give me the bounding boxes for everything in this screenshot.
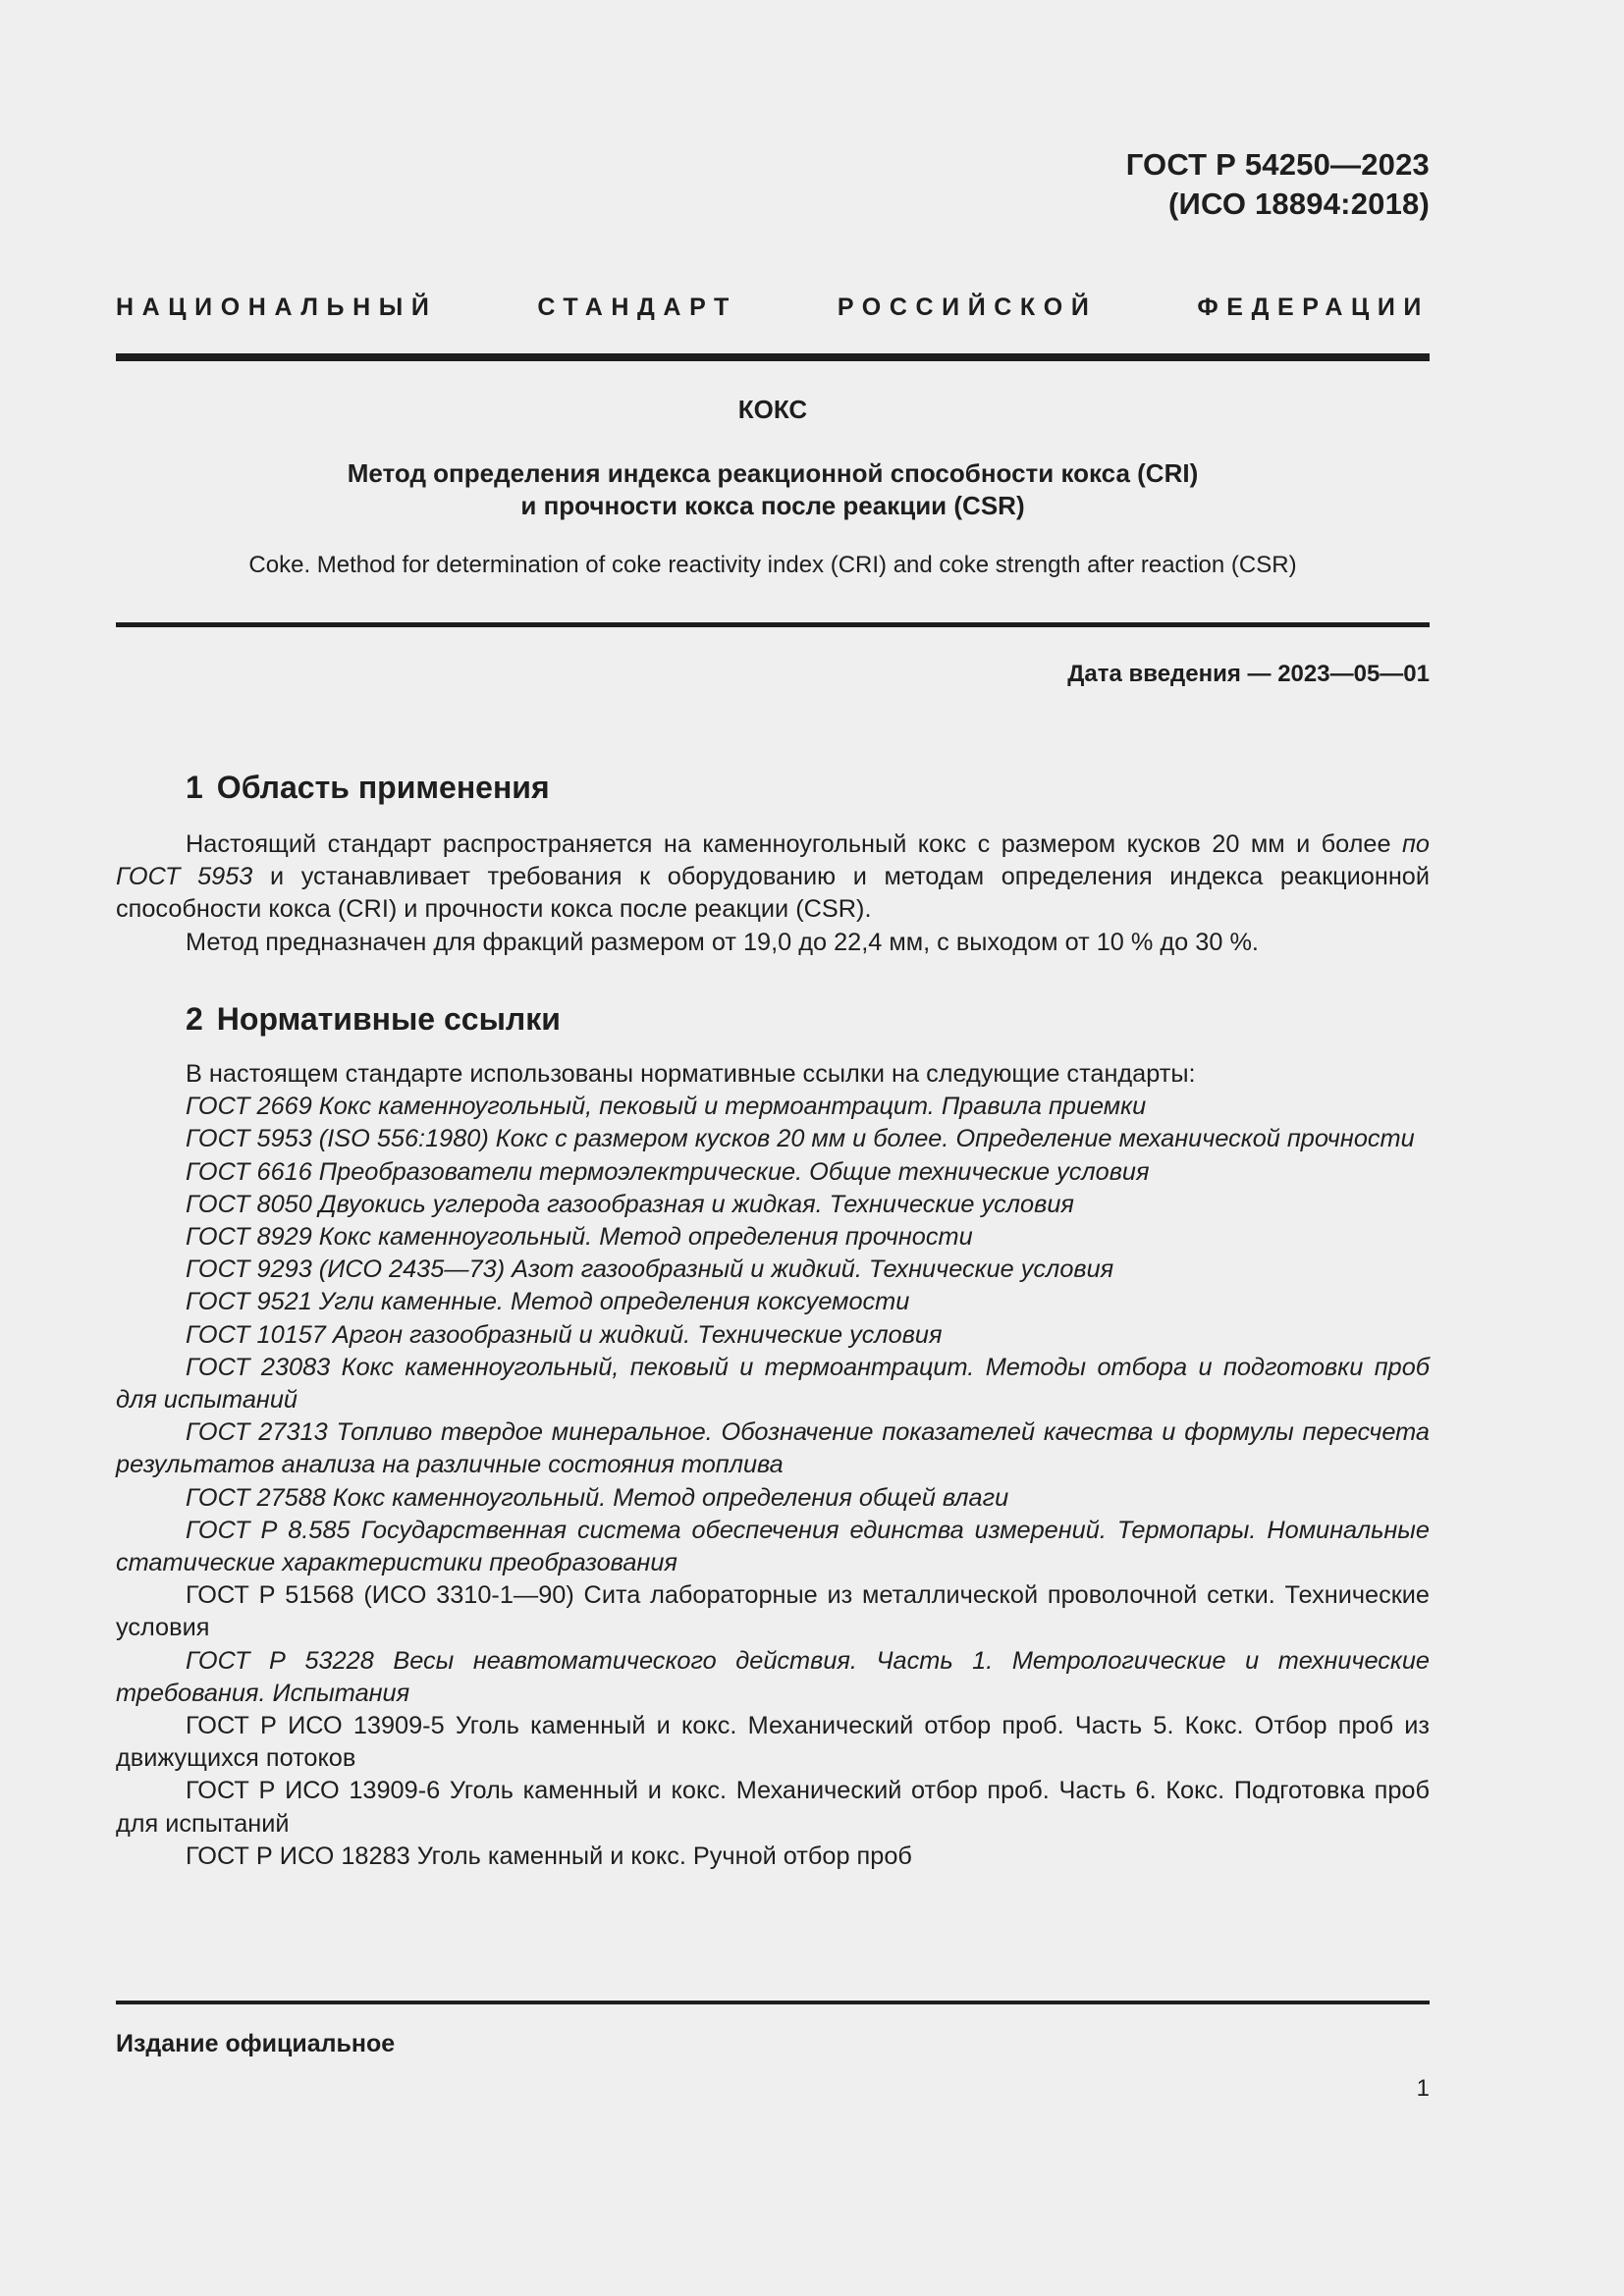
paragraph: В настоящем стандарте использованы нормативные ссылки на следующие стандарты: bbox=[186, 1060, 1196, 1088]
section-title: Нормативные ссылки bbox=[216, 1001, 561, 1037]
section-heading-scope bbox=[116, 768, 1430, 807]
method-title-line2: и прочности кокса после реакции (CSR) bbox=[520, 491, 1025, 520]
introduction-date: Дата введения — 2023—05—01 bbox=[1067, 661, 1430, 687]
reference-item: ГОСТ 2669 Кокс каменноугольный, пековый и термоантрацит. Правила приемки bbox=[186, 1093, 1147, 1121]
reference-item: ГОСТ 23083 Кокс каменноугольный, пековый и термоантрацит. Методы отбора и подготовки проб для испытаний bbox=[116, 1353, 1430, 1415]
title-rule bbox=[116, 622, 1430, 627]
section-title: Область применения bbox=[216, 770, 550, 805]
reference-item: ГОСТ 8929 Кокс каменноугольный. Метод определения прочности bbox=[186, 1223, 973, 1252]
english-title: Coke. Method for determination of coke reactivity index (CRI) and coke strength after reaction (CSR) bbox=[248, 552, 1297, 578]
footer-rule bbox=[116, 2001, 1430, 2004]
section-normative-references bbox=[116, 999, 1430, 1873]
reference-item: ГОСТ 6616 Преобразователи термоэлектрические. Общие технические условия bbox=[186, 1157, 1150, 1186]
reference-item: ГОСТ 8050 Двуокись углерода газообразная и жидкая. Технические условия bbox=[186, 1190, 1074, 1218]
reference-item: ГОСТ 27313 Топливо твердое минеральное. Обозначение показателей качества и формулы пересчета результатов анализа на различные состояния топлива bbox=[116, 1418, 1430, 1479]
header-rule bbox=[116, 353, 1430, 361]
section-scope bbox=[116, 768, 1430, 959]
reference-item: ГОСТ Р 53228 Весы неавтоматического действия. Часть 1. Метрологические и технические требования. Испытания bbox=[116, 1646, 1430, 1707]
method-title-line1: Метод определения индекса реакционной способности кокса (CRI) bbox=[347, 458, 1199, 488]
paragraph: Метод предназначен для фракций размером от 19,0 до 22,4 мм, с выходом от 10 % до 30 %. bbox=[186, 928, 1259, 956]
standard-title: КОКС bbox=[737, 395, 808, 424]
paragraph bbox=[116, 828, 1430, 927]
text-run: Настоящий стандарт распространяется на каменноугольный кокс с размером кусков 20 мм и более bbox=[186, 830, 1402, 858]
section-number: 2 bbox=[186, 1001, 203, 1037]
national-standard-banner: НАЦИОНАЛЬНЫЙ СТАНДАРТ РОССИЙСКОЙ ФЕДЕРАЦИИ bbox=[116, 294, 1430, 321]
section-body bbox=[116, 1058, 1430, 1873]
reference-item: ГОСТ 5953 (ISO 556:1980) Кокс с размером кусков 20 мм и более. Определение механической прочности bbox=[186, 1125, 1415, 1153]
page-number: 1 bbox=[1416, 2075, 1430, 2102]
reference-link-text: по ГОСТ 5953 bbox=[116, 830, 1430, 891]
section-body bbox=[116, 828, 1430, 959]
section-heading-references bbox=[116, 999, 1430, 1039]
section-number: 1 bbox=[186, 770, 203, 805]
reference-item: ГОСТ 10157 Аргон газообразный и жидкий. Технические условия bbox=[186, 1320, 943, 1349]
reference-item: ГОСТ 9521 Угли каменные. Метод определения коксуемости bbox=[186, 1288, 910, 1316]
reference-item: ГОСТ Р ИСО 13909-6 Уголь каменный и кокс. Механический отбор проб. Часть 6. Кокс. Подготовка проб для испытаний bbox=[116, 1777, 1430, 1838]
document-page bbox=[116, 0, 1430, 2296]
text-run: и устанавливает требования к оборудованию и методам определения индекса реакционной способности кокса (CRI) и прочности кокса после реакции (CSR). bbox=[116, 863, 1430, 924]
reference-item: ГОСТ Р 8.585 Государственная система обеспечения единства измерений. Термопары. Номинальные статические характеристики преобразования bbox=[116, 1516, 1430, 1577]
reference-item: ГОСТ 27588 Кокс каменноугольный. Метод определения общей влаги bbox=[186, 1483, 1009, 1512]
document-number-iso: (ИСО 18894:2018) bbox=[1168, 187, 1430, 221]
official-edition-note: Издание официальное bbox=[116, 2030, 396, 2057]
method-title bbox=[116, 457, 1430, 522]
document-number bbox=[1126, 145, 1430, 224]
reference-item: ГОСТ Р ИСО 13909-5 Уголь каменный и кокс. Механический отбор проб. Часть 5. Кокс. Отбор проб из движущихся потоков bbox=[116, 1712, 1430, 1773]
reference-item: ГОСТ 9293 (ИСО 2435—73) Азот газообразный и жидкий. Технические условия bbox=[186, 1255, 1114, 1284]
document-number-gost: ГОСТ Р 54250—2023 bbox=[1125, 147, 1430, 182]
reference-item: ГОСТ Р ИСО 18283 Уголь каменный и кокс. Ручной отбор проб bbox=[186, 1842, 912, 1870]
reference-item: ГОСТ Р 51568 (ИСО 3310-1—90) Сита лабораторные из металлической проволочной сетки. Технические условия bbox=[116, 1581, 1430, 1642]
